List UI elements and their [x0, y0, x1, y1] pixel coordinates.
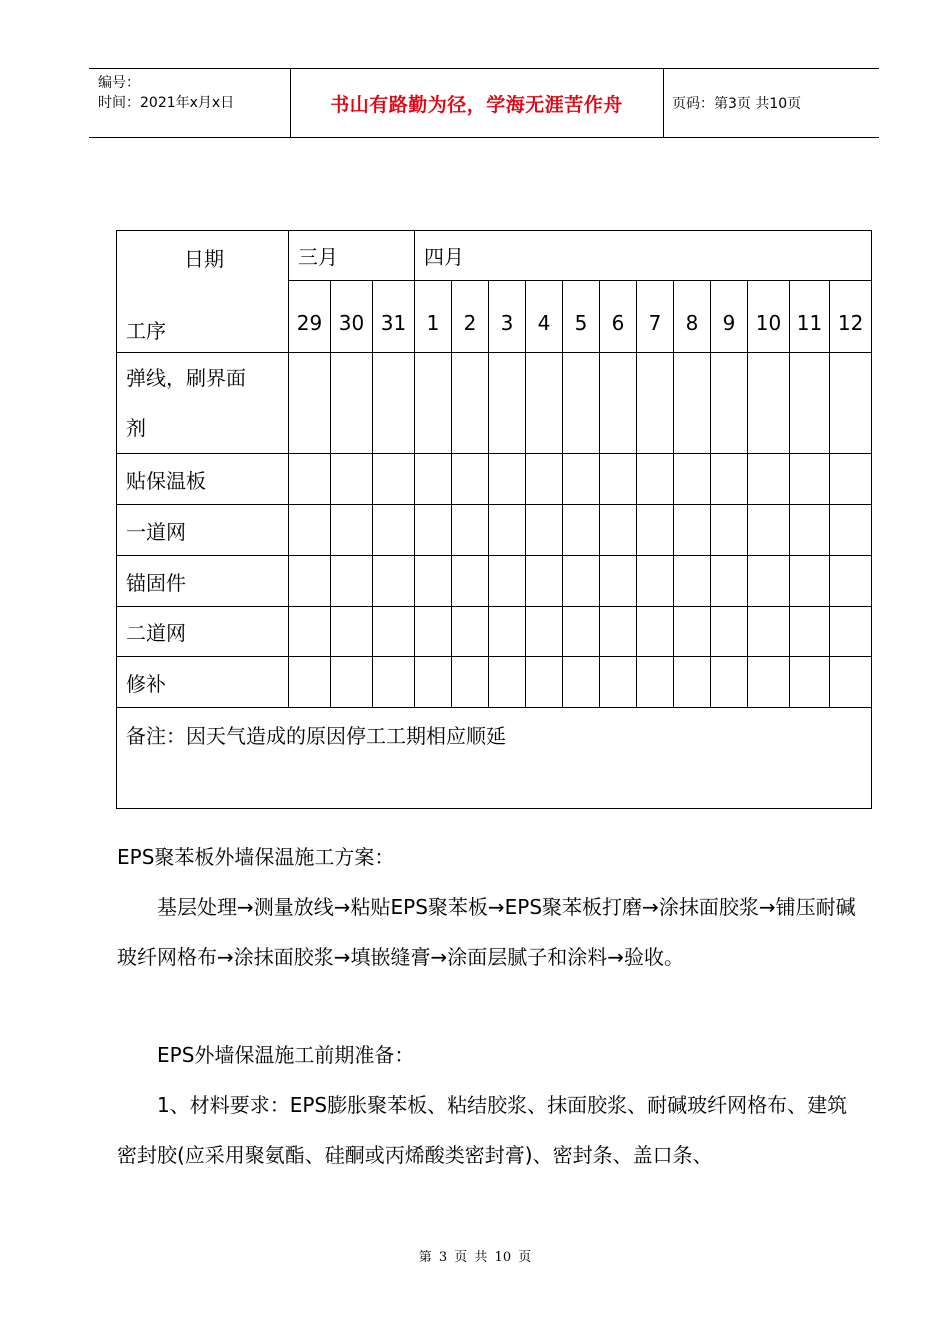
date-header-label: 日期: [184, 247, 224, 271]
schedule-cell: [711, 454, 748, 505]
schedule-cell: [373, 556, 415, 607]
day-header-cell: 31: [373, 281, 415, 353]
process-flow-paragraph: 基层处理→测量放线→粘贴EPS聚苯板→EPS聚苯板打磨→涂抹面胶浆→铺压耐碱玻纤网格布→涂抹面胶浆→填嵌缝膏→涂面层腻子和涂料→验收。: [117, 895, 856, 969]
header-page-info: 页码：第3页 共10页: [672, 96, 802, 112]
schedule-cell: [830, 657, 872, 708]
schedule-cell: [373, 505, 415, 556]
schedule-cell: [526, 505, 563, 556]
table-header-row: [117, 231, 872, 281]
table-corner-cell: [117, 231, 289, 353]
schedule-cell: [830, 505, 872, 556]
schedule-cell: [600, 454, 637, 505]
day-header-cell: 30: [331, 281, 373, 353]
schedule-cell: [331, 657, 373, 708]
schedule-cell: [452, 454, 489, 505]
schedule-cell: [415, 505, 452, 556]
process-cell: 贴保温板: [117, 454, 289, 505]
schedule-cell: [452, 607, 489, 657]
schedule-cell: [563, 353, 600, 454]
table-row: [117, 657, 872, 708]
schedule-cell: [489, 505, 526, 556]
schedule-cell: [790, 657, 830, 708]
schedule-cell: [830, 353, 872, 454]
schedule-cell: [289, 607, 331, 657]
day-header-cell: 9: [711, 281, 748, 353]
material-requirements-paragraph: 1、材料要求：EPS膨胀聚苯板、粘结胶浆、抹面胶浆、耐碱玻纤网格布、建筑密封胶(应采用聚氨酯、硅酮或丙烯酸类密封膏)、密封条、盖口条、: [117, 1093, 848, 1167]
schedule-cell: [289, 454, 331, 505]
schedule-cell: [790, 556, 830, 607]
day-header-cell: 6: [600, 281, 637, 353]
schedule-cell: [711, 607, 748, 657]
schedule-cell: [373, 657, 415, 708]
schedule-cell: [748, 505, 790, 556]
process-cell: 二道网: [117, 607, 289, 657]
scheme-title: EPS聚苯板外墙保温施工方案：: [117, 845, 395, 869]
schedule-cell: [489, 657, 526, 708]
header-motto: 书山有路勤为径，学海无涯苦作舟: [330, 93, 623, 116]
day-header-cell: 8: [674, 281, 711, 353]
table-row: [117, 353, 872, 454]
schedule-cell: [373, 607, 415, 657]
table-note-row: [117, 708, 872, 809]
header-meta: [98, 73, 234, 113]
day-header-cell: 29: [289, 281, 331, 353]
month-march-header: 三月: [289, 231, 415, 281]
schedule-cell: [748, 556, 790, 607]
day-header-cell: 3: [489, 281, 526, 353]
process-cell: 修补: [117, 657, 289, 708]
schedule-cell: [331, 454, 373, 505]
schedule-cell: [415, 353, 452, 454]
schedule-cell: [637, 556, 674, 607]
schedule-cell: [748, 353, 790, 454]
schedule-cell: [830, 454, 872, 505]
schedule-cell: [563, 657, 600, 708]
schedule-cell: [331, 505, 373, 556]
process-cell: 一道网: [117, 505, 289, 556]
schedule-cell: [526, 607, 563, 657]
document-time-label: 时间：2021年x月x日: [98, 95, 235, 111]
schedule-cell: [711, 657, 748, 708]
schedule-cell: [674, 657, 711, 708]
table-row: [117, 505, 872, 556]
day-header-cell: 4: [526, 281, 563, 353]
schedule-cell: [674, 505, 711, 556]
schedule-cell: [637, 657, 674, 708]
schedule-cell: [637, 454, 674, 505]
schedule-cell: [452, 657, 489, 708]
schedule-cell: [331, 607, 373, 657]
schedule-cell: [373, 454, 415, 505]
schedule-cell: [415, 556, 452, 607]
schedule-cell: [711, 505, 748, 556]
schedule-cell: [830, 556, 872, 607]
schedule-cell: [489, 556, 526, 607]
schedule-cell: [600, 657, 637, 708]
schedule-cell: [790, 454, 830, 505]
construction-schedule-table: [116, 230, 872, 809]
schedule-cell: [748, 657, 790, 708]
process-cell: [117, 353, 289, 454]
schedule-cell: [452, 556, 489, 607]
schedule-cell: [748, 454, 790, 505]
schedule-cell: [331, 556, 373, 607]
day-header-cell: 12: [830, 281, 872, 353]
schedule-cell: [289, 353, 331, 454]
schedule-cell: [790, 607, 830, 657]
schedule-cell: [289, 657, 331, 708]
day-header-cell: 7: [637, 281, 674, 353]
table-row: [117, 556, 872, 607]
schedule-cell: [526, 353, 563, 454]
schedule-cell: [489, 607, 526, 657]
document-number-label: 编号：: [98, 75, 140, 91]
schedule-cell: [600, 556, 637, 607]
schedule-cell: [415, 607, 452, 657]
schedule-cell: [711, 353, 748, 454]
schedule-cell: [331, 353, 373, 454]
schedule-cell: [790, 505, 830, 556]
schedule-cell: [600, 607, 637, 657]
schedule-cell: [415, 454, 452, 505]
header-divider: [663, 69, 664, 137]
page-footer: 第 3 页 共 10 页: [418, 1250, 532, 1265]
process-label-continued: 剂: [126, 416, 146, 440]
schedule-cell: [748, 607, 790, 657]
table-row: [117, 454, 872, 505]
schedule-cell: [637, 607, 674, 657]
month-april-header: 四月: [415, 231, 872, 281]
schedule-cell: [600, 505, 637, 556]
schedule-cell: [289, 556, 331, 607]
table-note: 备注：因天气造成的原因停工工期相应顺延: [117, 708, 872, 809]
schedule-cell: [790, 353, 830, 454]
schedule-cell: [674, 353, 711, 454]
process-label: 弹线，刷界面: [126, 366, 246, 390]
schedule-cell: [526, 657, 563, 708]
schedule-cell: [452, 353, 489, 454]
day-header-cell: 1: [415, 281, 452, 353]
page-header: [89, 68, 879, 138]
process-cell: 锚固件: [117, 556, 289, 607]
day-header-cell: 10: [748, 281, 790, 353]
table-row: [117, 607, 872, 657]
day-header-cell: 2: [452, 281, 489, 353]
schedule-cell: [415, 657, 452, 708]
schedule-cell: [674, 454, 711, 505]
schedule-cell: [373, 353, 415, 454]
day-header-cell: 11: [790, 281, 830, 353]
schedule-cell: [600, 353, 637, 454]
schedule-cell: [526, 556, 563, 607]
day-header-cell: 5: [563, 281, 600, 353]
schedule-cell: [563, 454, 600, 505]
schedule-cell: [711, 556, 748, 607]
schedule-cell: [489, 454, 526, 505]
schedule-cell: [637, 505, 674, 556]
schedule-cell: [674, 556, 711, 607]
schedule-cell: [563, 505, 600, 556]
process-header-label: 工序: [126, 319, 166, 343]
schedule-cell: [637, 353, 674, 454]
prep-title: EPS外墙保温施工前期准备：: [157, 1043, 415, 1067]
schedule-cell: [563, 607, 600, 657]
schedule-cell: [526, 454, 563, 505]
schedule-cell: [563, 556, 600, 607]
schedule-cell: [289, 505, 331, 556]
schedule-cell: [452, 505, 489, 556]
schedule-cell: [489, 353, 526, 454]
schedule-cell: [674, 607, 711, 657]
schedule-cell: [830, 607, 872, 657]
